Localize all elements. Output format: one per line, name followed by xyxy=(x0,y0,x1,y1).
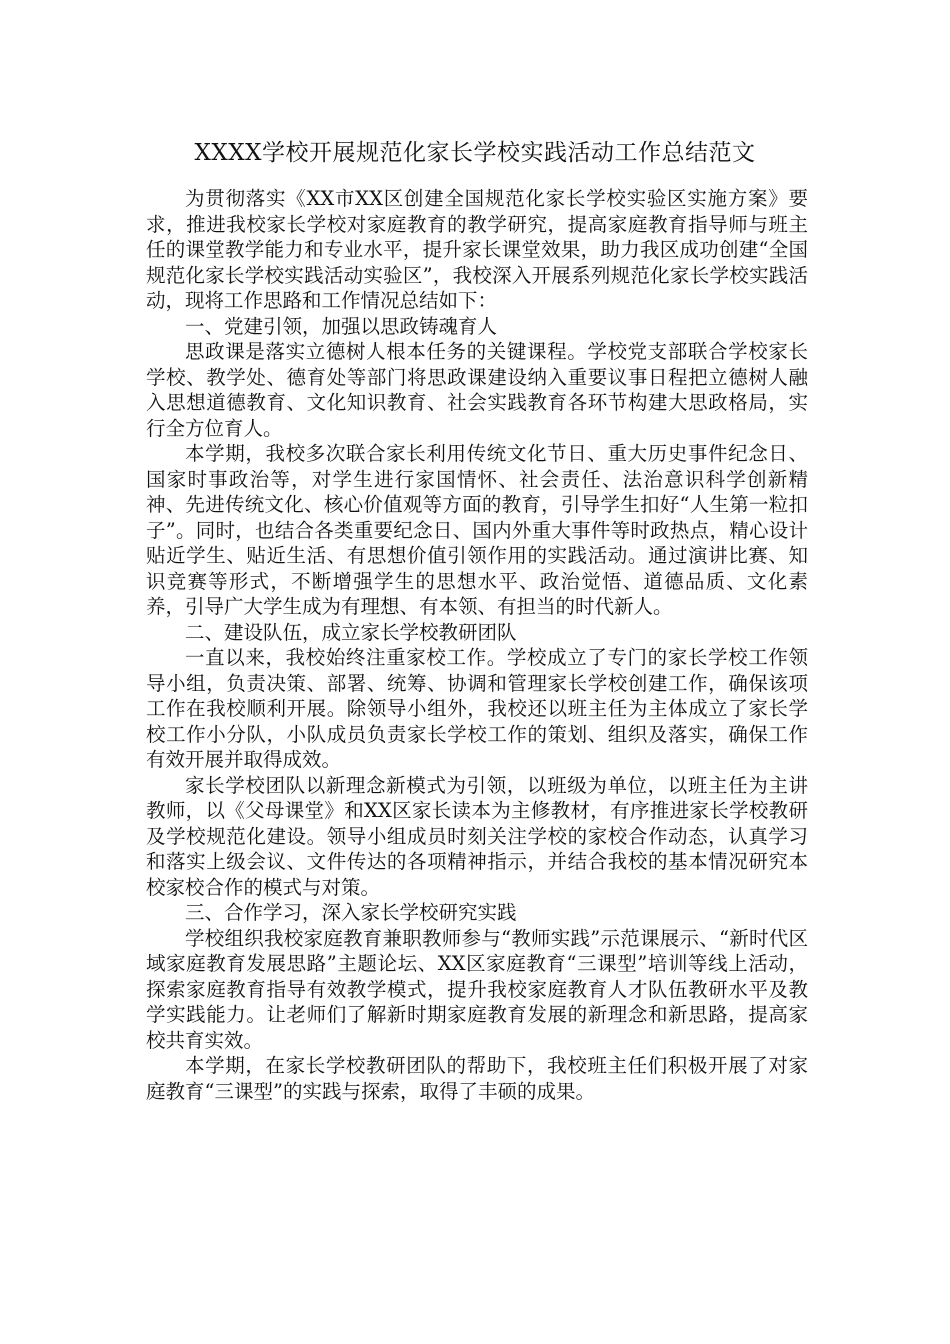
body-paragraph: 本学期，我校多次联合家长利用传统文化节日、重大历史事件纪念日、国家时事政治等，对学生进行家国情怀、社会责任、法治意识科学创新精神、先进传统文化、核心价值观等方面的教育，引导学生扣好“人生第一粒扣子”。同时，也结合各类重要纪念日、国内外重大事件等时政热点，精心设计贴近学生、贴近生活、有思想价值引领作用的实践活动。通过演讲比赛、知识竞赛等形式，不断增强学生的思想水平、政治觉悟、道德品质、文化素养，引导广大学生成为有理想、有本领、有担当的时代新人。 xyxy=(146,442,808,618)
body-paragraph: 本学期，在家长学校教研团队的帮助下，我校班主任们积极开展了对家庭教育“三课型”的实践与探索，取得了丰硕的成果。 xyxy=(146,1054,808,1103)
body-paragraph: 一直以来，我校始终注重家校工作。学校成立了专门的家长学校工作领导小组，负责决策、部署、统筹、协调和管理家长学校创建工作，确保该项工作在我校顺利开展。除领导小组外，我校还以班主任为主体成立了家长学校工作小分队，小队成员负责家长学校工作的策划、组织及落实，确保工作有效开展并取得成效。 xyxy=(146,646,808,771)
body-paragraph: 思政课是落实立德树人根本任务的关键课程。学校党支部联合学校家长学校、教学处、德育处等部门将思政课建设纳入重要议事日程把立德树人融入思想道德教育、文化知识教育、社会实践教育各环节构建大思政格局，实行全方位育人。 xyxy=(146,340,808,440)
body-paragraph: 家长学校团队以新理念新模式为引领，以班级为单位，以班主任为主讲教师，以《父母课堂》和XX区家长读本为主修教材，有序推进家长学校教研及学校规范化建设。领导小组成员时刻关注学校的家校合作动态，认真学习和落实上级会议、文件传达的各项精神指示，并结合我校的基本情况研究本校家校合作的模式与对策。 xyxy=(146,773,808,899)
document-title: XXXX学校开展规范化家长学校实践活动工作总结范文 xyxy=(194,140,756,166)
section-heading-3: 三、合作学习，深入家长学校研究实践 xyxy=(185,901,517,924)
body-paragraph: 学校组织我校家庭教育兼职教师参与“教师实践”示范课展示、“新时代区域家庭教育发展思路”主题论坛、XX区家庭教育“三课型”培训等线上活动，探索家庭教育指导有效教学模式，提升我校家庭教育人才队伍教研水平及教学实践能力。让老师们了解新时期家庭教育发展的新理念和新思路，提高家校共育实效。 xyxy=(146,926,808,1052)
section-heading-2: 二、建设队伍，成立家长学校教研团队 xyxy=(185,620,517,644)
document-body xyxy=(146,186,808,1104)
section-heading-1: 一、党建引领，加强以思政铸魂育人 xyxy=(185,314,498,338)
intro-paragraph: 为贯彻落实《XX市XX区创建全国规范化家长学校实验区实施方案》要求，推进我校家长学校对家庭教育的教学研究，提高家庭教育指导师与班主任的课堂教学能力和专业水平，提升家长课堂效果，助力我区成功创建“全国规范化家长学校实践活动实验区”，我校深入开展系列规范化家长学校实践活动，现将工作思路和工作情况总结如下： xyxy=(146,187,808,312)
